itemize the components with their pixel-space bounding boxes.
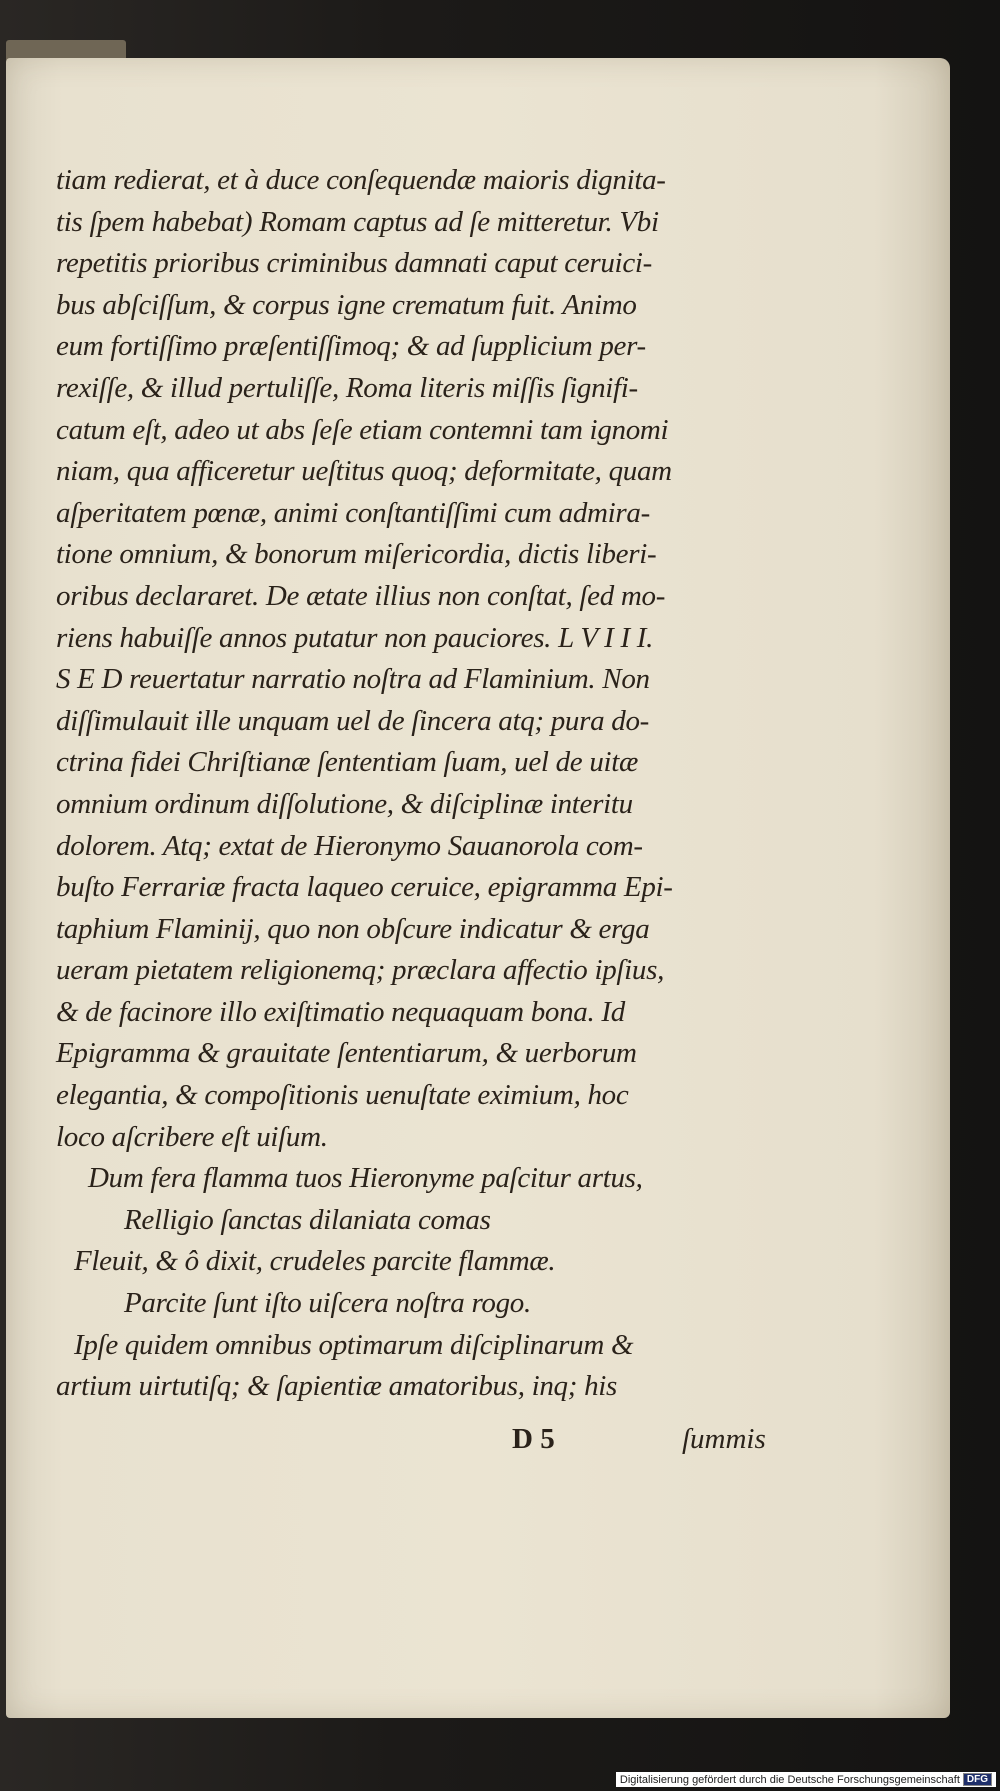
text-line: tis ſpem habebat) Romam captus ad ſe mitteretur. Vbi (56, 205, 659, 238)
page-footer (56, 1414, 836, 1464)
text-line: Ipſe quidem omnibus optimarum diſciplinarum & (74, 1328, 634, 1361)
text-line: artium uirtutiſq; & ſapientiæ amatoribus, inq; his (56, 1370, 618, 1403)
text-line: ueram pietatem religionemq; præclara affectio ipſius, (56, 954, 665, 987)
signature-mark: D 5 (512, 1422, 555, 1455)
funding-credit (616, 1772, 996, 1787)
verse-line: Dum fera flamma tuos Hieronyme paſcitur artus, (88, 1162, 643, 1195)
verse-line: Parcite ſunt iſto uiſcera noſtra rogo. (124, 1287, 531, 1320)
text-line: eum fortiſſimo præſentiſſimoq; & ad ſupplicium per- (56, 330, 646, 363)
text-line: rexiſſe, & illud pertuliſſe, Roma literis miſſis ſignifi- (56, 371, 638, 404)
verse-line: Relligio ſanctas dilaniata comas (124, 1203, 491, 1236)
text-line: loco aſcribere eſt uiſum. (56, 1120, 328, 1153)
text-line: riens habuiſſe annos putatur non pauciores. L V I I I. (56, 621, 654, 654)
text-line: oribus declararet. De ætate illius non conſtat, ſed mo- (56, 579, 666, 612)
text-line: taphium Flaminij, quo non obſcure indicatur & erga (56, 912, 650, 945)
text-line: dolorem. Atq; extat de Hieronymo Sauanorola com- (56, 829, 643, 862)
text-line: tione omnium, & bonorum miſericordia, dictis liberi- (56, 538, 657, 571)
text-line: buſto Ferrariæ fracta laqueo ceruice, epigramma Epi- (56, 871, 673, 904)
text-line: niam, qua afficeretur ueſtitus quoq; deformitate, quam (56, 455, 672, 488)
text-line: & de facinore illo exiſtimatio nequaquam bona. Id (56, 995, 625, 1028)
text-line: Epigramma & grauitate ſententiarum, & uerborum (56, 1037, 637, 1070)
verse-line: Fleuit, & ô dixit, crudeles parcite flammæ. (74, 1245, 556, 1278)
credit-text: Digitalisierung gefördert durch die Deutsche Forschungsgemeinschaft (619, 1773, 960, 1786)
text-line: S E D reuertatur narratio noſtra ad Flaminium. Non (56, 663, 650, 696)
text-line: omnium ordinum diſſolutione, & diſciplinæ interitu (56, 787, 633, 820)
page-text (56, 160, 836, 1464)
text-line: diſſimulauit ille unquam uel de ſincera atq; pura do- (56, 704, 650, 737)
text-line: repetitis prioribus criminibus damnati caput ceruici- (56, 247, 653, 280)
text-line: tiam redierat, et à duce conſequendæ maioris dignita- (56, 164, 666, 196)
dfg-logo: DFG (963, 1773, 992, 1786)
text-line: bus abſciſſum, & corpus igne crematum fuit. Animo (56, 288, 637, 321)
catchword: ſummis (681, 1422, 766, 1455)
text-line: elegantia, & compoſitionis uenuſtate eximium, hoc (56, 1079, 629, 1112)
text-line: ctrina fidei Chriſtianæ ſententiam ſuam, uel de uitæ (56, 746, 639, 779)
text-line: aſperitatem pœnæ, animi conſtantiſſimi cum admira- (56, 496, 650, 529)
text-line: catum eſt, adeo ut abs ſeſe etiam contemni tam ignomi (56, 413, 669, 446)
